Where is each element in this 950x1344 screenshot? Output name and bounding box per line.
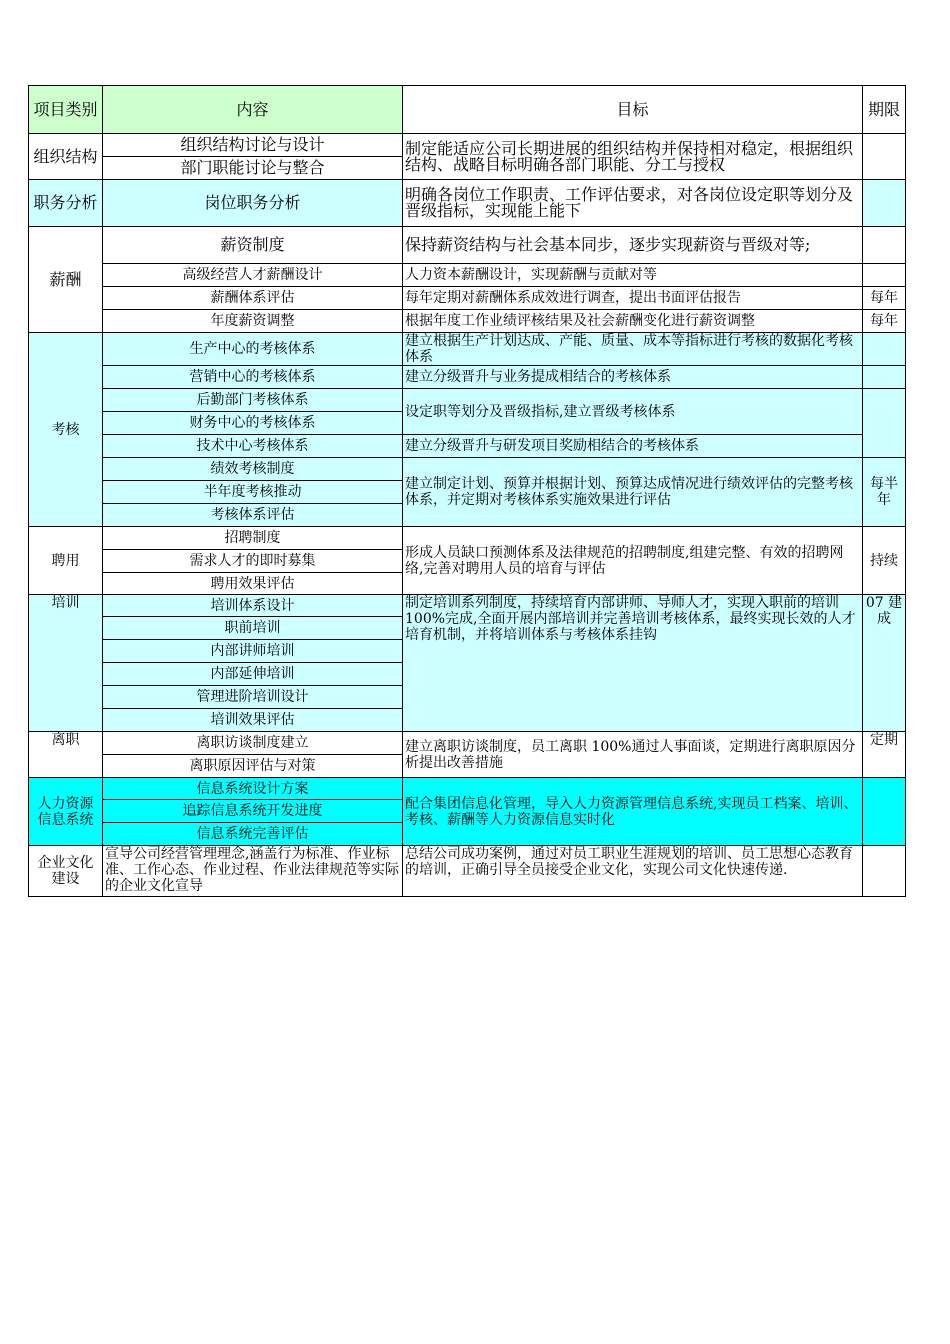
table-row bbox=[29, 287, 906, 310]
goal-cell: 制定能适应公司长期进展的组织结构并保持相对稳定，根据组织结构、战略目标明确各部门职能、分工与授权 bbox=[403, 134, 863, 180]
category-hire: 聘用 bbox=[29, 527, 103, 595]
content-item: 财务中心的考核体系 bbox=[103, 412, 403, 435]
table-row bbox=[29, 310, 906, 333]
table-row bbox=[29, 366, 906, 389]
goal-cell: 建立分级晋升与业务提成相结合的考核体系 bbox=[403, 366, 863, 389]
header-category: 项目类别 bbox=[29, 86, 103, 134]
goal-cell: 建立离职访谈制度，员工离职 100%通过人事面谈，定期进行离职原因分析提出改善措施 bbox=[403, 732, 863, 778]
content-item: 营销中心的考核体系 bbox=[103, 366, 403, 389]
goal-cell: 形成人员缺口预测体系及法律规范的招聘制度,组建完整、有效的招聘网络,完善对聘用人员的培育与评估 bbox=[403, 527, 863, 595]
category-assess: 考核 bbox=[29, 333, 103, 527]
period-cell bbox=[863, 180, 906, 227]
content-item: 薪酬体系评估 bbox=[103, 287, 403, 310]
category-job: 职务分析 bbox=[29, 180, 103, 227]
period-cell bbox=[863, 846, 906, 897]
table-row bbox=[29, 595, 906, 617]
table-row bbox=[29, 333, 906, 366]
content-item: 半年度考核推动 bbox=[103, 481, 403, 504]
table-row bbox=[29, 264, 906, 287]
content-item: 离职原因评估与对策 bbox=[103, 755, 403, 778]
period-cell bbox=[863, 227, 906, 264]
category-train: 培训 bbox=[29, 595, 103, 732]
goal-cell: 明确各岗位工作职责、工作评估要求，对各岗位设定职等划分及晋级指标，实现能上能下 bbox=[403, 180, 863, 227]
content-item: 培训效果评估 bbox=[103, 709, 403, 732]
table-header-row bbox=[29, 86, 906, 134]
goal-cell: 建立制定计划、预算并根据计划、预算达成情况进行绩效评估的完整考核体系，并定期对考核体系实施效果进行评估 bbox=[403, 458, 863, 527]
content-item: 离职访谈制度建立 bbox=[103, 732, 403, 755]
content-item: 高级经营人才薪酬设计 bbox=[103, 264, 403, 287]
content-item: 聘用效果评估 bbox=[103, 573, 403, 595]
period-cell: 07 建成 bbox=[863, 595, 906, 732]
header-period: 期限 bbox=[863, 86, 906, 134]
content-item: 职前培训 bbox=[103, 617, 403, 640]
content-item: 组织结构讨论与设计 bbox=[103, 134, 403, 157]
table-row bbox=[29, 732, 906, 755]
period-cell bbox=[863, 366, 906, 389]
content-item: 生产中心的考核体系 bbox=[103, 333, 403, 366]
goal-cell: 根据年度工作业绩评核结果及社会薪酬变化进行薪资调整 bbox=[403, 310, 863, 333]
goal-cell: 总结公司成功案例，通过对员工职业生涯规划的培训、员工思想心态教育的培训，正确引导全员接受企业文化，实现公司文化快速传递. bbox=[403, 846, 863, 897]
content-item: 招聘制度 bbox=[103, 527, 403, 550]
table-row bbox=[29, 134, 906, 157]
period-cell: 每半年 bbox=[863, 458, 906, 527]
content-item: 后勤部门考核体系 bbox=[103, 389, 403, 412]
period-cell: 定期 bbox=[863, 732, 906, 778]
category-leave: 离职 bbox=[29, 732, 103, 778]
content-item: 内部延伸培训 bbox=[103, 663, 403, 686]
hr-plan-table bbox=[28, 85, 906, 897]
table-row bbox=[29, 435, 906, 458]
goal-cell: 制定培训系列制度，持续培育内部讲师、导师人才，实现入职前的培训 100%完成,全面开展内部培训并完善培训考核体系，最终实现长效的人才培育机制，并将培训体系与考核体系挂钩 bbox=[403, 595, 863, 732]
category-org: 组织结构 bbox=[29, 134, 103, 180]
content-item: 需求人才的即时募集 bbox=[103, 550, 403, 573]
content-item: 部门职能讨论与整合 bbox=[103, 157, 403, 180]
content-item: 信息系统设计方案 bbox=[103, 778, 403, 800]
content-item: 追踪信息系统开发进度 bbox=[103, 800, 403, 823]
content-item: 年度薪资调整 bbox=[103, 310, 403, 333]
category-culture: 企业文化建设 bbox=[29, 846, 103, 897]
goal-cell: 建立根据生产计划达成、产能、质量、成本等指标进行考核的数据化考核体系 bbox=[403, 333, 863, 366]
content-item: 绩效考核制度 bbox=[103, 458, 403, 481]
content-item: 岗位职务分析 bbox=[103, 180, 403, 227]
content-item: 培训体系设计 bbox=[103, 595, 403, 617]
category-info: 人力资源信息系统 bbox=[29, 778, 103, 846]
content-item: 管理进阶培训设计 bbox=[103, 686, 403, 709]
content-item: 宣导公司经营管理理念,涵盖行为标准、作业标准、工作心态、作业过程、作业法律规范等实际的企业文化宣导 bbox=[103, 846, 403, 897]
content-item: 考核体系评估 bbox=[103, 504, 403, 527]
goal-cell: 配合集团信息化管理，导入人力资源管理信息系统,实现员工档案、培训、考核、薪酬等人力资源信息实时化 bbox=[403, 778, 863, 846]
content-item: 信息系统完善评估 bbox=[103, 823, 403, 846]
content-item: 内部讲师培训 bbox=[103, 640, 403, 663]
content-item: 技术中心考核体系 bbox=[103, 435, 403, 458]
category-salary: 薪酬 bbox=[29, 227, 103, 333]
table-row bbox=[29, 389, 906, 412]
table-row bbox=[29, 778, 906, 800]
period-cell bbox=[863, 134, 906, 180]
goal-cell: 人力资本薪酬设计，实现薪酬与贡献对等 bbox=[403, 264, 863, 287]
period-cell bbox=[863, 778, 906, 846]
table-row bbox=[29, 527, 906, 550]
period-cell bbox=[863, 389, 906, 458]
period-cell bbox=[863, 333, 906, 366]
goal-cell: 保持薪资结构与社会基本同步，逐步实现薪资与晋级对等; bbox=[403, 227, 863, 264]
table-row bbox=[29, 846, 906, 897]
period-cell bbox=[863, 264, 906, 287]
content-item: 薪资制度 bbox=[103, 227, 403, 264]
goal-cell: 每年定期对薪酬体系成效进行调查，提出书面评估报告 bbox=[403, 287, 863, 310]
table-row bbox=[29, 227, 906, 264]
period-cell: 每年 bbox=[863, 310, 906, 333]
period-cell: 每年 bbox=[863, 287, 906, 310]
period-cell: 持续 bbox=[863, 527, 906, 595]
header-goal: 目标 bbox=[403, 86, 863, 134]
goal-cell: 设定职等划分及晋级指标,建立晋级考核体系 bbox=[403, 389, 863, 435]
goal-cell: 建立分级晋升与研发项目奖励相结合的考核体系 bbox=[403, 435, 863, 458]
table-row bbox=[29, 458, 906, 481]
table-row bbox=[29, 180, 906, 227]
header-content: 内容 bbox=[103, 86, 403, 134]
